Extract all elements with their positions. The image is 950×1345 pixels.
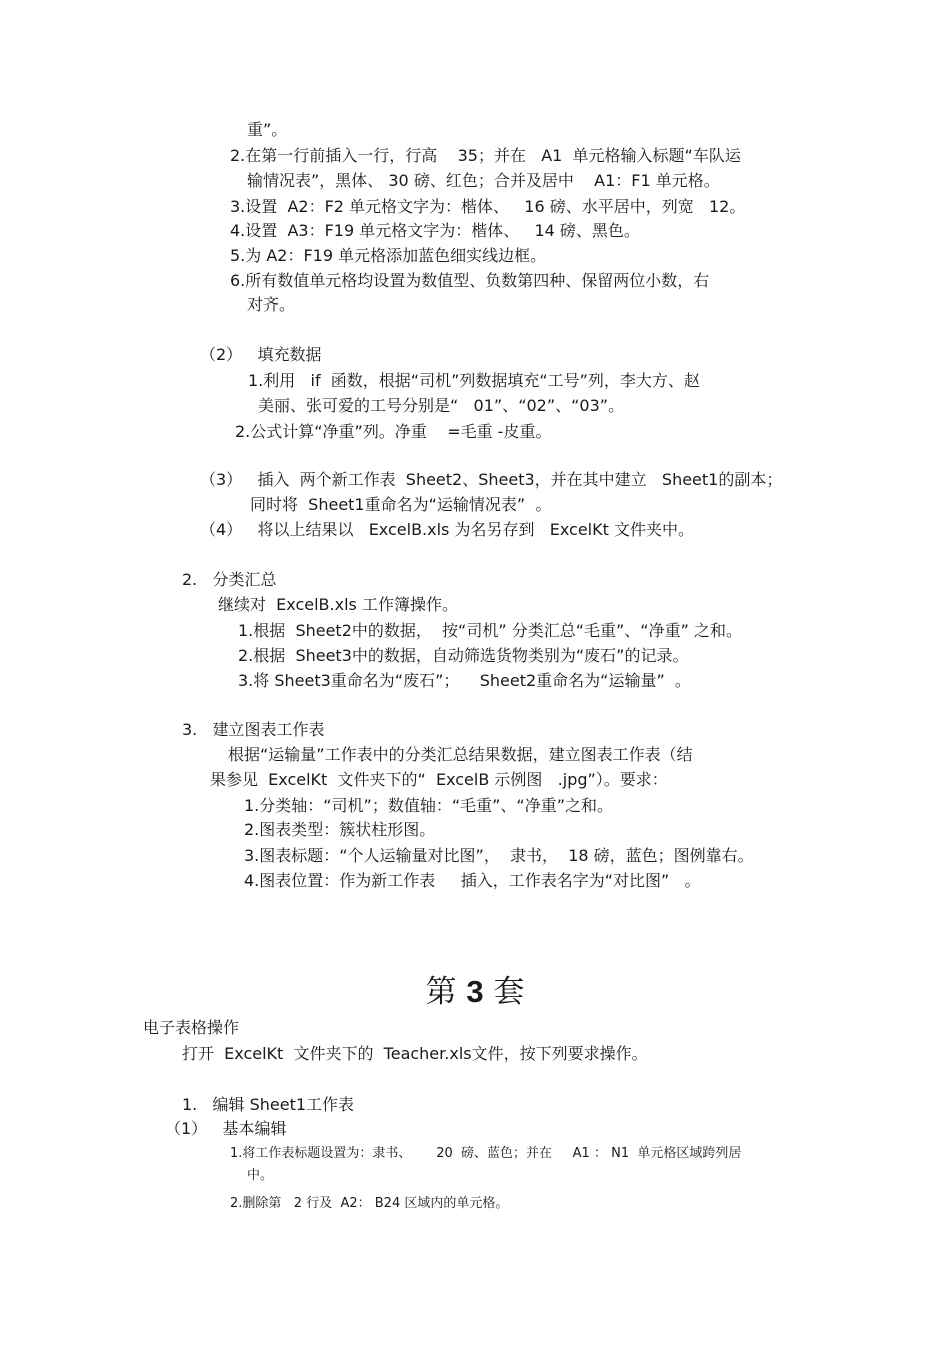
subsection-heading: （4） 将以上结果以 ExcelB.xls 为名另存到 ExcelKt 文件夹中。	[200, 520, 694, 539]
text-line: 1.根据 Sheet2中的数据， 按“司机” 分类汇总“毛重”、“净重” 之和。	[238, 621, 742, 640]
set-title	[0, 972, 950, 1012]
text-line: 果参见 ExcelKt 文件夹下的“ ExcelB 示例图 .jpg”）。要求：	[210, 770, 668, 789]
section-heading: 1. 编辑 Sheet1工作表	[182, 1095, 355, 1114]
text-line: 中。	[247, 1168, 274, 1183]
set-title-suffix: 套	[483, 974, 525, 1010]
set-title-prefix: 第	[425, 974, 467, 1010]
section-heading: 3. 建立图表工作表	[182, 720, 325, 739]
text-line: 根据“运输量”工作表中的分类汇总结果数据，建立图表工作表（结	[228, 745, 693, 764]
subsection-heading: （2） 填充数据	[200, 345, 322, 364]
text-line: 输情况表”，黑体、 30 磅、红色；合并及居中 A1：F1 单元格。	[247, 171, 720, 190]
text-line: 1.分类轴：“司机”；数值轴：“毛重”、“净重”之和。	[244, 796, 614, 815]
text-line: 继续对 ExcelB.xls 工作簿操作。	[218, 595, 458, 614]
text-line: 2.图表类型：簇状柱形图。	[244, 820, 436, 839]
text-line: 1.将工作表标题设置为：隶书、 20 磅、蓝色；并在 A1 ： N1 单元格区域跨列居	[230, 1146, 742, 1161]
set-title-number: 3	[466, 974, 484, 1009]
section-heading: 2. 分类汇总	[182, 570, 277, 589]
text-line: 同时将 Sheet1重命名为“运输情况表” 。	[250, 495, 552, 514]
text-line: 3.图表标题：“个人运输量对比图”， 隶书， 18 磅，蓝色；图例靠右。	[244, 846, 754, 865]
text-line: 4.图表位置：作为新工作表 插入，工作表名字为“对比图” 。	[244, 871, 701, 890]
text-line: 美丽、张可爱的工号分别是“ 01”、“02”、“03”。	[258, 396, 625, 415]
category-heading: 电子表格操作	[143, 1018, 240, 1037]
text-line: 2.根据 Sheet3中的数据，自动筛选货物类别为“废石”的记录。	[238, 646, 689, 665]
text-line: 4.设置 A3：F19 单元格文字为：楷体、 14 磅、黑色。	[230, 221, 640, 240]
text-line: 2.公式计算“净重”列。净重 =毛重 -皮重。	[235, 422, 552, 441]
text-line: 打开 ExcelKt 文件夹下的 Teacher.xls文件，按下列要求操作。	[182, 1044, 648, 1063]
text-line: 3.将 Sheet3重命名为“废石”； Sheet2重命名为“运输量” 。	[238, 671, 691, 690]
text-line: 5.为 A2：F19 单元格添加蓝色细实线边框。	[230, 246, 547, 265]
text-line: 2.在第一行前插入一行，行高 35；并在 A1 单元格输入标题“车队运	[230, 146, 741, 165]
text-line: 6.所有数值单元格均设置为数值型、负数第四种、保留两位小数，右	[230, 271, 710, 290]
text-line: 3.设置 A2：F2 单元格文字为：楷体、 16 磅、水平居中，列宽 12。	[230, 197, 746, 216]
text-line: 1.利用 if 函数，根据“司机”列数据填充“工号”列，李大方、赵	[248, 371, 700, 390]
text-line: 2.删除第 2 行及 A2： B24 区域内的单元格。	[230, 1196, 509, 1211]
text-line: 对齐。	[247, 295, 296, 314]
text-line: 重”。	[247, 120, 288, 139]
subsection-heading: （1） 基本编辑	[165, 1119, 287, 1138]
subsection-heading: （3） 插入 两个新工作表 Sheet2、Sheet3，并在其中建立 Sheet1的副本；	[200, 470, 783, 489]
